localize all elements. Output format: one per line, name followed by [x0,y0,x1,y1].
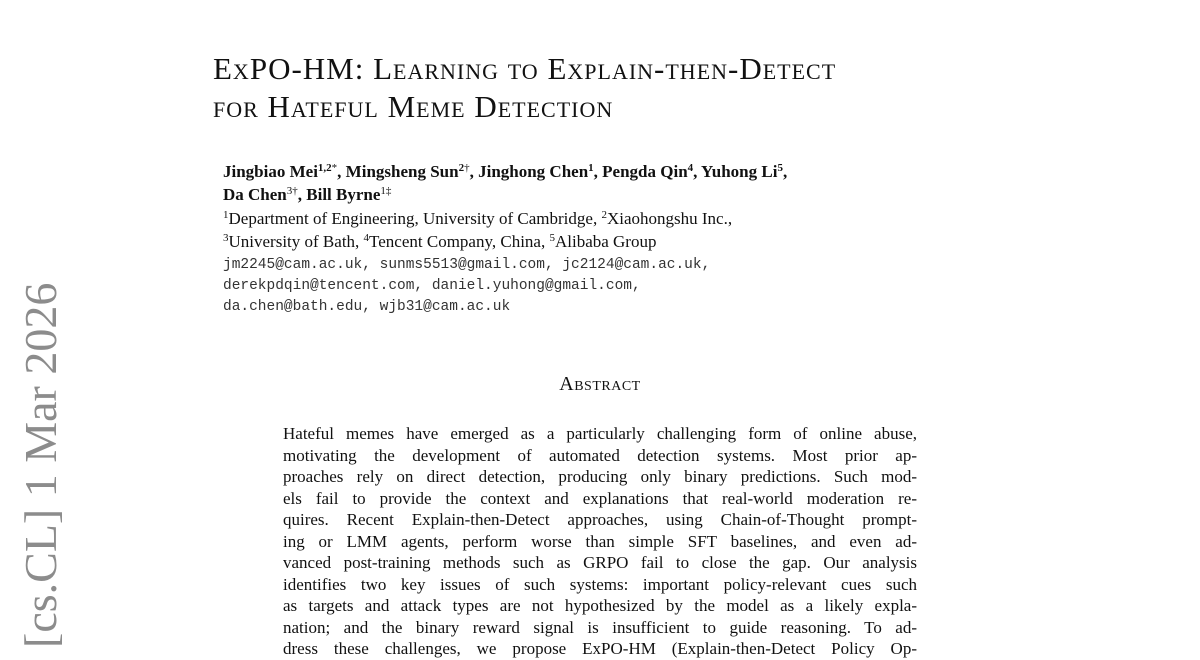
author-mark: † [292,185,298,197]
author-name: Jingbiao Mei [223,162,318,181]
affil-sup: 5 [549,232,555,244]
abstract-line: as targets and attack types are not hypothesized by the model as a likely expla- [283,596,917,615]
affil-sup: 1 [223,209,229,221]
title-line-1: ExPO-HM: Learning to Explain-then-Detect [213,51,837,86]
affiliation-text: University of Bath, [228,232,364,251]
affiliation-line-2 [223,230,1023,253]
abstract-line: vanced post-training methods such as GRPO fail to close the gap. Our analysis [283,553,917,572]
email-block [223,255,1023,318]
email-line-2: derekpdqin@tencent.com, daniel.yuhong@gmail.com, [223,278,641,294]
paper-title [213,50,1013,126]
author-name: Bill Byrne [306,185,381,204]
author-line-2: Da Chen$^{3\dagger}$, Bill Byrne$^{1\ddagger}$ [223,185,392,204]
arxiv-sidebar-stamp [15,282,66,648]
arxiv-stamp-text: [cs.CL] 1 Mar 2026 [15,282,66,648]
email-line-1: jm2245@cam.ac.uk, sunms5513@gmail.com, jc2124@cam.ac.uk, [223,257,711,273]
abstract-line: proaches rely on direct detection, producing only binary predictions. Such mod- [283,467,917,486]
abstract-line: els fail to provide the context and explanations that real-world moderation re- [283,488,917,508]
author-block [223,160,1023,206]
author-name: Yuhong Li [701,162,778,181]
author-affil-sup: 1 [588,162,594,174]
abstract-line: ing or LMM agents, perform worse than simple SFT baselines, and even ad- [283,531,917,551]
affiliation-text: Department of Engineering, University of Cambridge, [228,209,602,228]
title-line-2: for Hateful Meme Detection [213,89,614,124]
affiliation-text: Xiaohongshu Inc., [606,209,733,228]
author-name: Mingsheng Sun [345,162,459,181]
abstract-line: motivating the development of automated detection systems. Most prior ap- [283,445,917,465]
author-mark: * [331,162,338,174]
author-name: Jinghong Chen [478,162,589,181]
author-mark: ‡ [385,185,392,197]
affiliations-block [223,207,1023,253]
author-affil-sup: 5 [777,162,783,174]
email-line-3: da.chen@bath.edu, wjb31@cam.ac.uk [223,299,511,315]
author-line-1: Jingbiao Mei$^{1,2*}$, Mingsheng Sun$^{2\dagger}$, Jinghong Chen$^1$, Pengda Qin$^4$, Yuhong Li$^5$, [223,162,788,181]
abstract-heading: Abstract [559,373,641,395]
affil-sup: 3 [223,232,229,244]
abstract-line: nation; and the binary reward signal is insufficient to guide reasoning. To ad- [283,617,917,637]
abstract-line: identifies two key issues of such systems: important policy-relevant cues such [283,574,917,594]
author-mark: † [464,162,470,174]
affil-sup: 2 [601,209,607,221]
abstract-body [283,423,917,660]
abstract-line: dress these challenges, we propose ExPO-HM (Explain-then-Detect Policy Op- [283,639,917,658]
affiliation-line-1 [223,207,1023,230]
author-name: Pengda Qin [602,162,688,181]
author-affil-sup: 3 [286,185,293,197]
author-affil-sup: 1,2 [317,162,332,174]
affil-sup: 4 [363,232,370,244]
author-affil-sup: 2 [458,162,465,174]
author-affil-sup: 1 [380,185,386,197]
affiliation-text: Tencent Company, China, [369,232,550,251]
abstract-line: Hateful memes have emerged as a particularly challenging form of online abuse, [283,424,917,443]
author-name: Da Chen [223,185,287,204]
abstract-line: quires. Recent Explain-then-Detect approaches, using Chain-of-Thought prompt- [283,510,917,529]
author-affil-sup: 4 [687,162,694,174]
affiliation-text: Alibaba Group [554,232,657,251]
